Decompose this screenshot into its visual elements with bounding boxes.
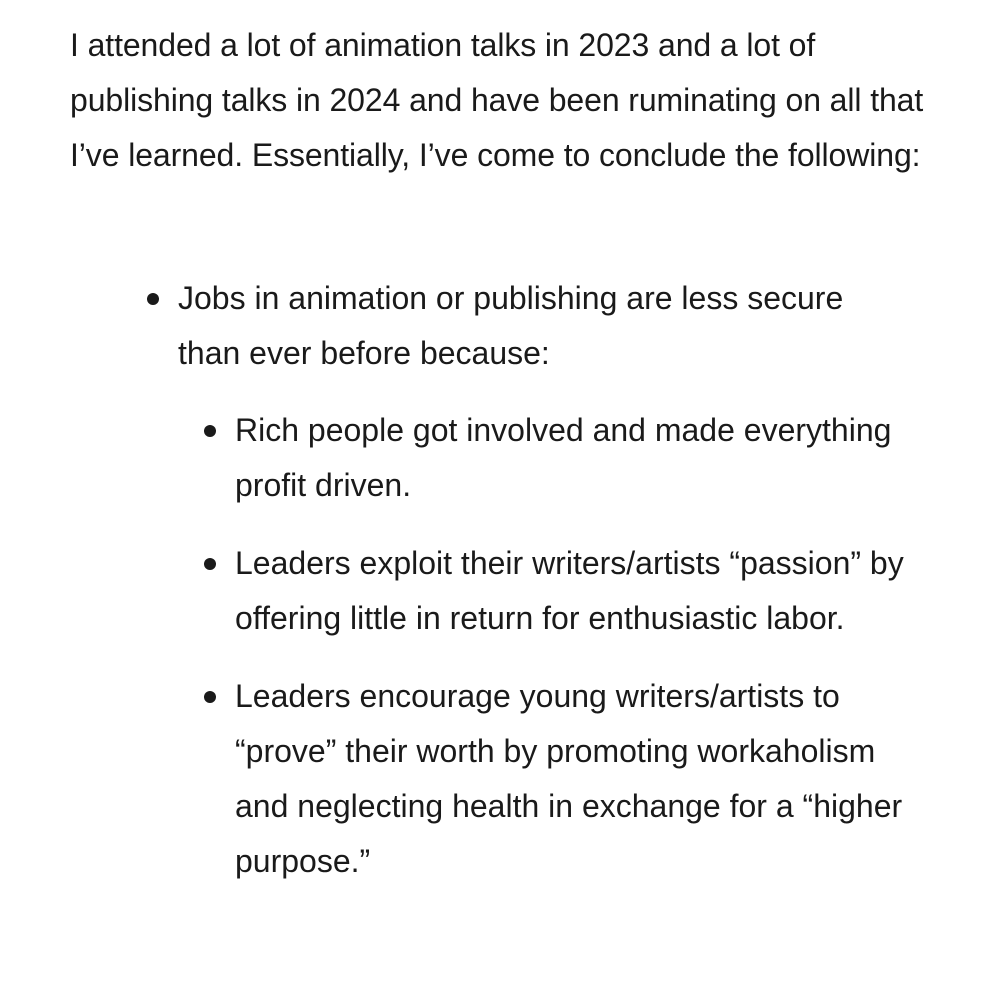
list-item-text: Rich people got involved and made everything profit driven. xyxy=(235,412,892,503)
list-item xyxy=(235,536,935,646)
bullet-icon xyxy=(204,425,216,437)
list-item-text: Leaders exploit their writers/artists “passion” by offering little in return for enthusiastic labor. xyxy=(235,545,904,636)
article-body xyxy=(70,18,960,912)
list-item xyxy=(235,403,935,513)
sub-bullet-list xyxy=(235,403,935,889)
intro-paragraph: I attended a lot of animation talks in 2023 and a lot of publishing talks in 2024 and have been ruminating on all that I’ve learned. Essentially, I’ve come to conclude the following: xyxy=(70,27,924,173)
bullet-icon xyxy=(204,691,216,703)
list-item-text: Leaders encourage young writers/artists to “prove” their worth by promoting workaholism and neglecting health in exchange for a “higher purpose.” xyxy=(235,678,903,879)
list-item-main-text: Jobs in animation or publishing are less secure than ever before because: xyxy=(178,280,844,371)
bullet-icon xyxy=(147,293,159,305)
bullet-icon xyxy=(204,558,216,570)
bullet-list xyxy=(178,271,904,889)
list-item-main xyxy=(178,271,904,889)
list-item xyxy=(235,669,935,889)
